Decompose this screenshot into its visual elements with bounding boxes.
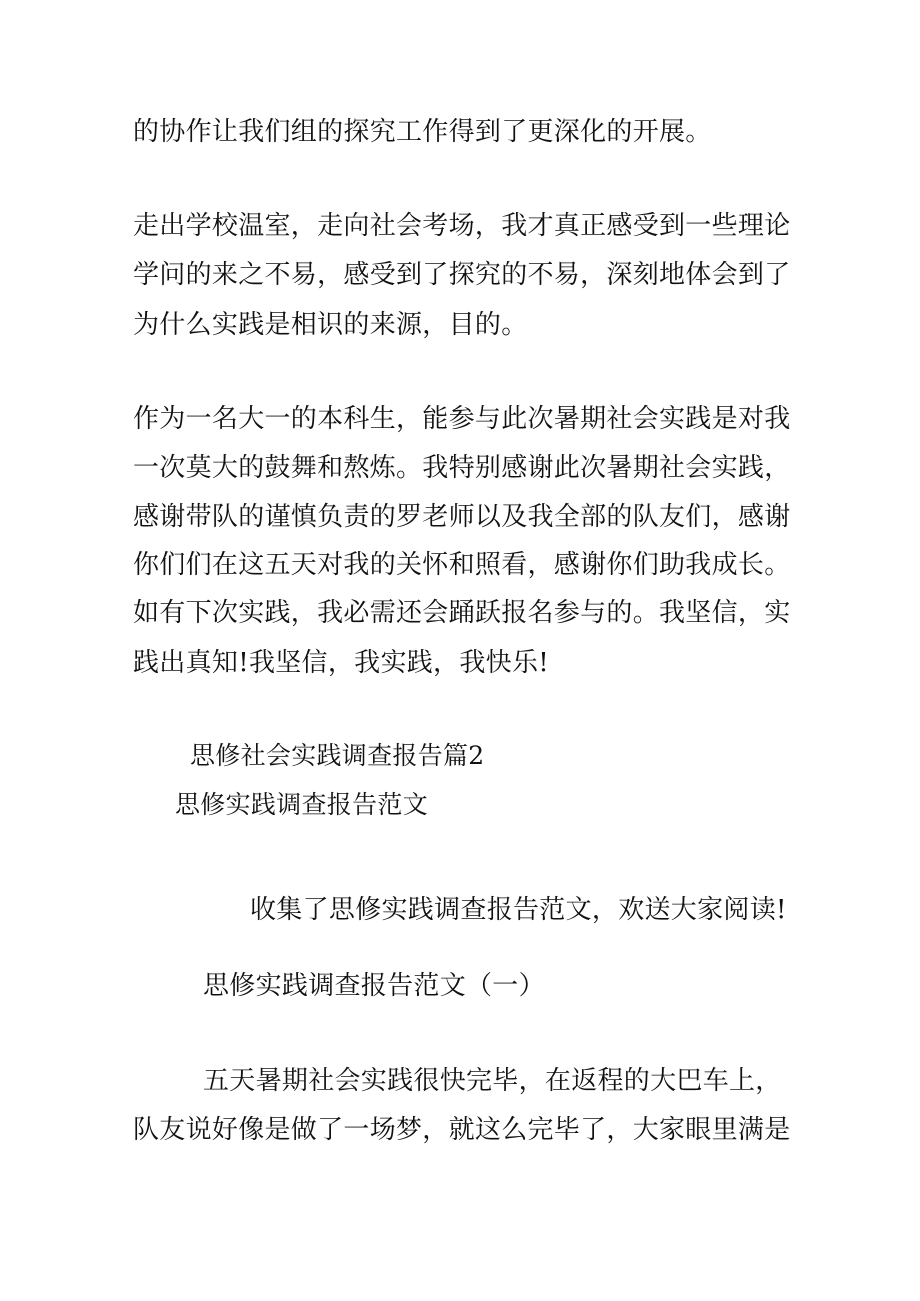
sub-title: 思修实践调查报告范文（一）	[203, 971, 545, 1001]
article-title: 思修实践调查报告范文	[175, 790, 429, 819]
paragraph-line: 一次莫大的鼓舞和熬炼。我特别感谢此次暑期社会实践，	[133, 453, 791, 483]
paragraph-line: 你们们在这五天对我的关怀和照看，感谢你们助我成长。	[133, 550, 791, 580]
paragraph-line: 五天暑期社会实践很快完毕，在返程的大巴车上，	[203, 1066, 782, 1096]
paragraph-line: 学问的来之不易，感受到了探究的不易，深刻地体会到了	[133, 260, 791, 290]
paragraph-line: 的协作让我们组的探究工作得到了更深化的开展。	[133, 117, 712, 147]
intro-text: 收集了思修实践调查报告范文，欢送大家阅读!	[250, 895, 787, 925]
paragraph-line: 作为一名大一的本科生，能参与此次暑期社会实践是对我	[133, 404, 791, 434]
paragraph-line: 如有下次实践，我必需还会踊跃报名参与的。我坚信，实	[133, 598, 791, 628]
paragraph-line: 为什么实践是相识的来源，目的。	[133, 310, 528, 340]
paragraph-line: 践出真知!我坚信，我实践，我快乐!	[133, 648, 549, 678]
paragraph-line: 队友说好像是做了一场梦，就这么完毕了，大家眼里满是	[133, 1115, 791, 1145]
paragraph-line: 感谢带队的谨慎负责的罗老师以及我全部的队友们，感谢	[133, 502, 791, 532]
section-title: 思修社会实践调查报告篇2	[190, 741, 485, 770]
paragraph-line: 走出学校温室，走向社会考场，我才真正感受到一些理论	[133, 211, 791, 241]
